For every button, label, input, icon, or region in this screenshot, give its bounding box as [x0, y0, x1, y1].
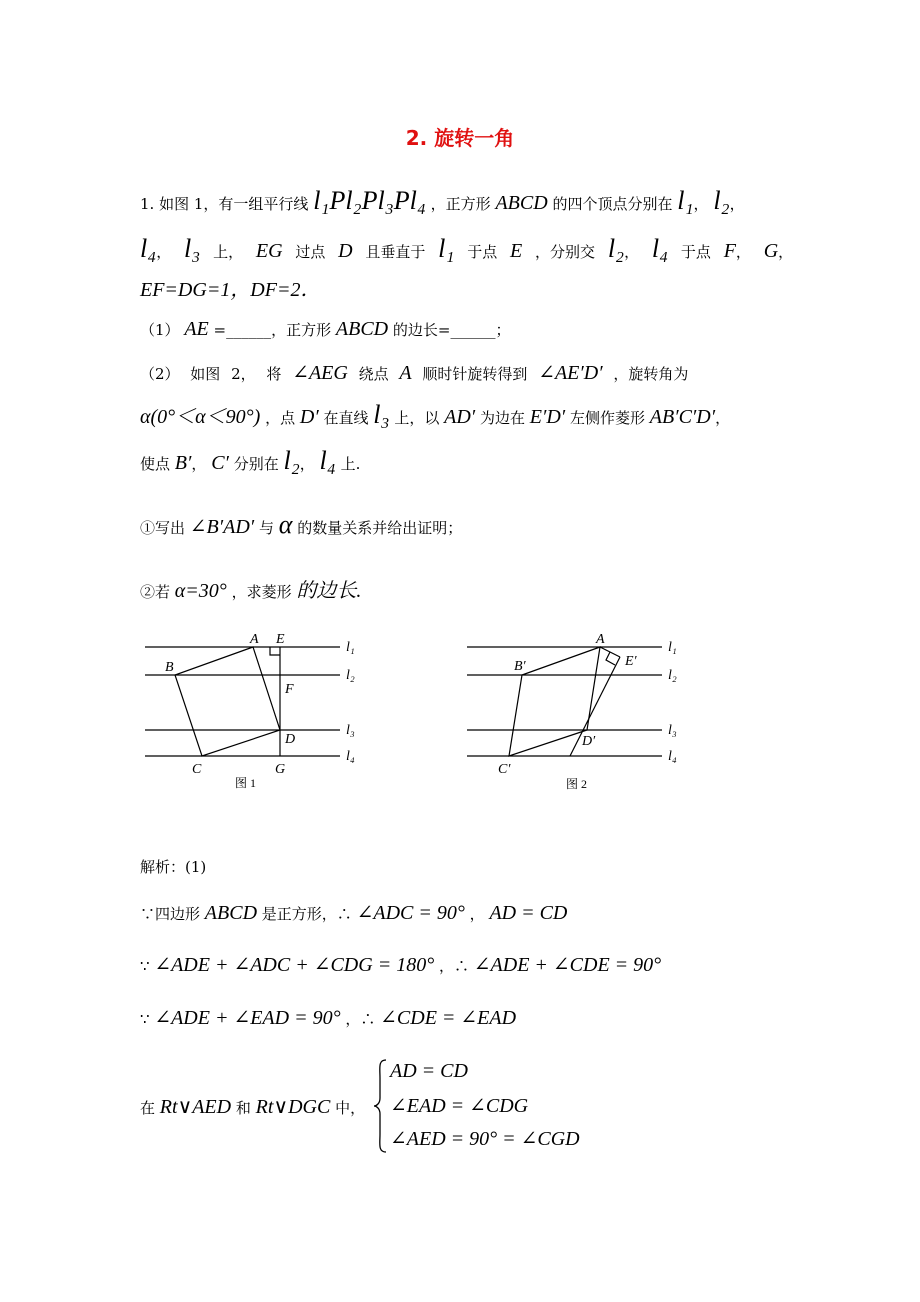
fig1-right-angle-mark — [270, 647, 280, 655]
fig1-label-b: B — [165, 660, 174, 675]
problem-line-3: EF=DG=1，DF=2． — [140, 279, 321, 301]
fig2-label-b: B′ — [514, 659, 526, 674]
question-2-line-c: 使点 B′， C′ 分别在 l₂， l₄ 上. — [140, 446, 361, 475]
solution-heading: 解析：(1) — [140, 858, 207, 876]
page-title: 2. 旋转一角 — [405, 126, 515, 150]
fig1-label-l1: l₁ — [346, 640, 355, 655]
fig1-caption: 图 1 — [235, 776, 257, 790]
fig1-label-f: F — [285, 682, 294, 697]
fig1-label-l2: l₂ — [346, 668, 355, 683]
solution-line-3: ∵ ∠ADE + ∠EAD = 90° ，∴ ∠CDE = ∠EAD — [140, 1007, 517, 1029]
fig2-label-d: D′ — [582, 734, 596, 749]
system-eq-2: ∠EAD = ∠CDG — [390, 1095, 529, 1117]
figure-2 — [462, 625, 702, 795]
fig2-label-l1: l₁ — [668, 640, 677, 655]
fig1-square-abcd — [175, 647, 280, 756]
fig1-label-e: E — [276, 632, 285, 647]
solution-line-1: ∵四边形 ABCD 是正方形，∴ ∠ADC = 90° ， AD = CD — [140, 902, 568, 924]
fig1-label-l4: l₄ — [346, 749, 355, 764]
fig1-label-d: D — [285, 732, 296, 747]
problem-line-1: 1. 如图 1，有一组平行线 l₁Pl₂Pl₃Pl₄ ，正方形 ABCD 的四个顶点分别在 l₁， l₂， — [140, 186, 745, 215]
question-1: （1） AE =______，正方形 ABCD 的边长=______； — [140, 318, 511, 340]
sub-question-2: ②若 α=30° ，求菱形 的边长. — [140, 580, 362, 602]
fig1-label-l3: l₃ — [346, 723, 355, 738]
problem-line-2: l₄， l₃ 上， EG 过点 D 且垂直于 l₁ 于点 E ，分别交 l₂， l₄ 于点 F， G， — [140, 234, 794, 263]
fig2-label-c: C′ — [498, 762, 511, 777]
system-eq-3: ∠AED = 90° = ∠CGD — [390, 1128, 580, 1150]
question-2-line-b: α(0°＜α＜90°) ，点 D′ 在直线 l₃ 上，以 AD′ 为边在 E′D′ 左侧作菱形 AB′C′D′， — [140, 400, 731, 429]
sub-question-1: ①写出 ∠B′AD′ 与 α 的数量关系并给出证明； — [140, 510, 463, 539]
system-brace — [372, 1058, 388, 1154]
fig2-label-l2: l₂ — [668, 668, 677, 683]
parallel-lines: l₁Pl₂Pl₃Pl₄ — [313, 186, 426, 215]
fig2-label-l4: l₄ — [668, 749, 677, 764]
question-2-line-a: （2） 如图 2， 将 ∠AEG 绕点 A 顺时针旋转得到 ∠AE′D′ ，旋转角为 — [140, 362, 689, 384]
fig1-label-a: A — [250, 632, 259, 647]
fig2-label-e: E′ — [625, 654, 637, 669]
fig1-label-g: G — [275, 762, 286, 777]
solution-line-4: 在 Rt∨AED 和 Rt∨DGC 中， — [140, 1096, 366, 1118]
figure-1 — [140, 625, 380, 795]
solution-line-2: ∵ ∠ADE + ∠ADC + ∠CDG = 180° ，∴ ∠ADE + ∠CDE = 90° — [140, 954, 662, 976]
system-eq-1: AD = CD — [390, 1060, 468, 1082]
fig2-label-a: A — [596, 632, 605, 647]
fig1-label-c: C — [192, 762, 202, 777]
fig2-caption: 图 2 — [566, 777, 588, 791]
fig2-label-l3: l₃ — [668, 723, 677, 738]
